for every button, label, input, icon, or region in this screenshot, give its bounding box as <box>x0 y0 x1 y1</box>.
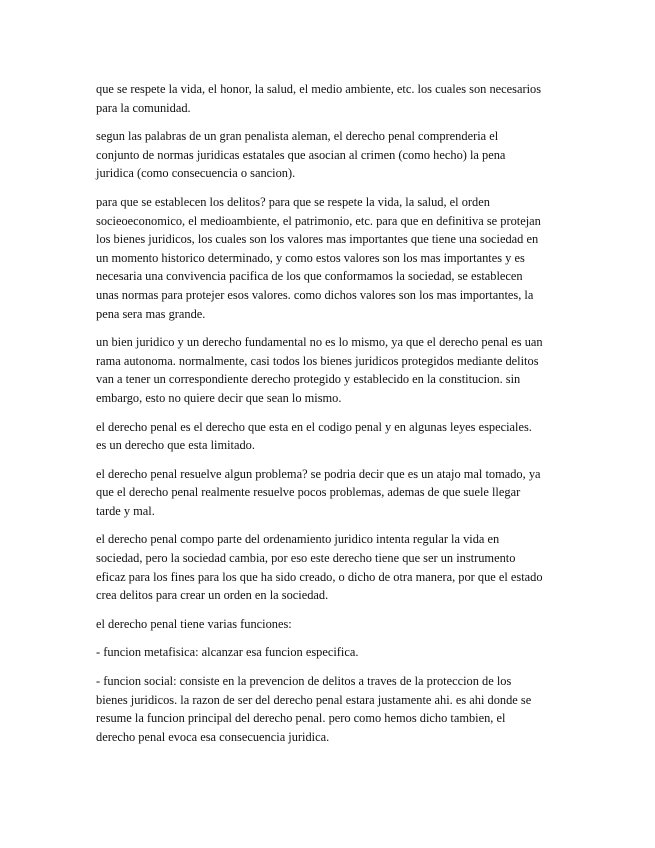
paragraph-8: el derecho penal tiene varias funciones: <box>96 616 292 631</box>
paragraph-5: el derecho penal es el derecho que esta en el codigo penal y en algunas leyes especiales. es un derecho que esta limitado. <box>96 419 532 453</box>
paragraph-7: el derecho penal compo parte del ordenamiento juridico intenta regular la vida en sociedad, pero la sociedad cambia, por eso este derecho tiene que ser un instrumento eficaz para los fines para los que ha sido creado, o dicho de otra manera, por que el estado crea delitos para crear un orden en la sociedad. <box>96 532 543 603</box>
paragraph-9: - funcion metafisica: alcanzar esa funcion especifica. <box>96 645 359 660</box>
paragraph-1: que se respete la vida, el honor, la salud, el medio ambiente, etc. los cuales son necesarios para la comunidad. <box>96 82 542 115</box>
paragraph-4: un bien juridico y un derecho fundamental no es lo mismo, ya que el derecho penal es uan rama autonoma. normalmente, casi todos los bienes juridicos protegidos mediante delitos van a tener un correspondiente derecho protegido y establecido en la constitucion. sin embargo, esto no quiere decir que sean lo mismo. <box>96 335 543 405</box>
document-body <box>96 80 544 756</box>
paragraph-3: para que se establecen los delitos? para que se respete la vida, la salud, el orden socieoeconomico, el medioambiente, el patrimonio, etc. para que en definitiva se protejan los bienes juridicos, los cuales son los valores mas importantes que tiene una sociedad en un momento historico determinado, y como estos valores son los mas importantes y es necesaria una convivencia pacifica de los que conformamos la sociedad, se establecen unas normas para protejer esos valores. como dichos valores son los mas importantes, la pena sera mas grande. <box>96 194 541 321</box>
paragraph-10: - funcion social: consiste en la prevencion de delitos a traves de la proteccion de los bienes juridicos. la razon de ser del derecho penal estara justamente ahi. es ahi donde se resume la funcion principal del derecho penal. pero como hemos dicho tambien, el derecho penal evoca esa consecuencia juridica. <box>96 674 532 744</box>
paragraph-2: segun las palabras de un gran penalista aleman, el derecho penal comprenderia el conjunto de normas juridicas estatales que asocian al crimen (como hecho) la pena juridica (como consecuencia o sancion). <box>96 129 506 181</box>
paragraph-6: el derecho penal resuelve algun problema? se podria decir que es un atajo mal tomado, ya que el derecho penal realmente resuelve pocos problemas, ademas de que suele llegar tarde y mal. <box>96 466 541 518</box>
